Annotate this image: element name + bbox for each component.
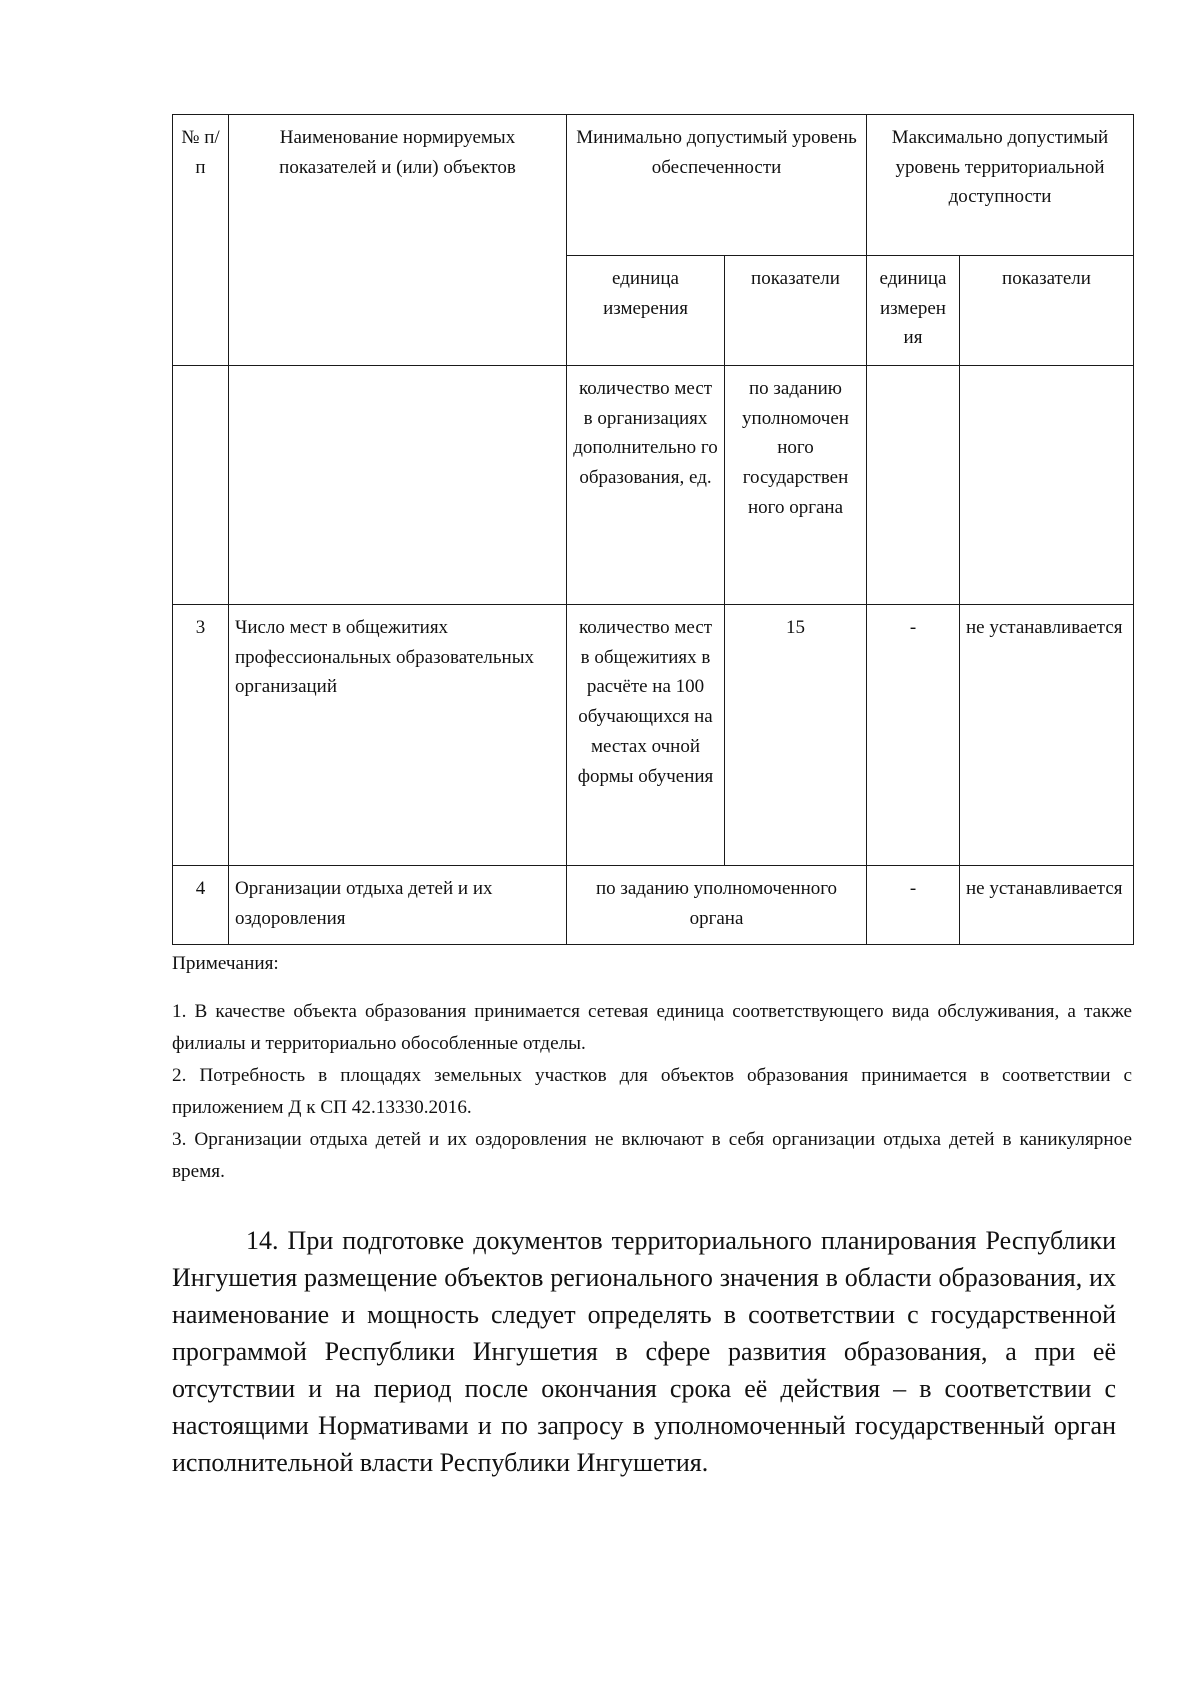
header-num: № п/п [173, 115, 229, 366]
table-row [173, 605, 1134, 866]
table-row [173, 366, 1134, 605]
table-header-row [173, 115, 1134, 256]
note-item: 2. Потребность в площадях земельных участков для объектов образования принимается в соответствии с приложением Д к СП 42.13330.2016. [172, 1065, 1132, 1118]
row-unit: количество мест в организациях дополнительно го образования, ед. [567, 366, 725, 605]
row-name: Организации отдыха детей и их оздоровления [229, 866, 567, 945]
row-unit-max: - [867, 605, 960, 866]
header-name: Наименование нормируемых показателей и (или) объектов [229, 115, 567, 366]
row-merged-min: по заданию уполномоченного органа [567, 866, 867, 945]
paragraph-text: 14. При подготовке документов территориального планирования Республики Ингушетия размещение объектов регионального значения в области образования, их наименование и мощность следует определять в соответствии с государственной программой Республики Ингушетия в сфере развития образования, а при её отсутствии и на период после окончания срока её действия – в соответствии с настоящими Нормативами и по запросу в уполномоченный государственный орган исполнительной власти Республики Ингушетия. [172, 1226, 1116, 1477]
row-num [173, 366, 229, 605]
row-name [229, 366, 567, 605]
notes-title: Примечания: [172, 953, 279, 974]
row-unit: количество мест в общежитиях в расчёте на 100 обучающихся на местах очной формы обучения [567, 605, 725, 866]
note-item: 1. В качестве объекта образования принимается сетевая единица соответствующего вида обслуживания, а также филиалы и территориально обособленные отделы. [172, 1001, 1132, 1054]
header-unit: единица измерения [567, 256, 725, 366]
row-value-max: не устанавливается [960, 866, 1134, 945]
header-max-level: Максимально допустимый уровень территориальной доступности [867, 115, 1134, 256]
paragraph-14 [172, 1222, 1116, 1481]
header-min-level: Минимально допустимый уровень обеспеченности [567, 115, 867, 256]
row-num: 4 [173, 866, 229, 945]
row-name: Число мест в общежитиях профессиональных образовательных организаций [229, 605, 567, 866]
row-value-max: не устанавливается [960, 605, 1134, 866]
header-indicators-max: показатели [960, 256, 1134, 366]
row-value: 15 [725, 605, 867, 866]
row-unit-max [867, 366, 960, 605]
row-num: 3 [173, 605, 229, 866]
row-value: по заданию уполномочен ного государствен ного органа [725, 366, 867, 605]
row-value-max [960, 366, 1134, 605]
note-item: 3. Организации отдыха детей и их оздоровления не включают в себя организации отдыха детей в каникулярное время. [172, 1129, 1132, 1182]
row-unit-max: - [867, 866, 960, 945]
header-unit-max: единица измерен ия [867, 256, 960, 366]
table-row [173, 866, 1134, 945]
header-indicators: показатели [725, 256, 867, 366]
norms-table [172, 114, 1134, 945]
